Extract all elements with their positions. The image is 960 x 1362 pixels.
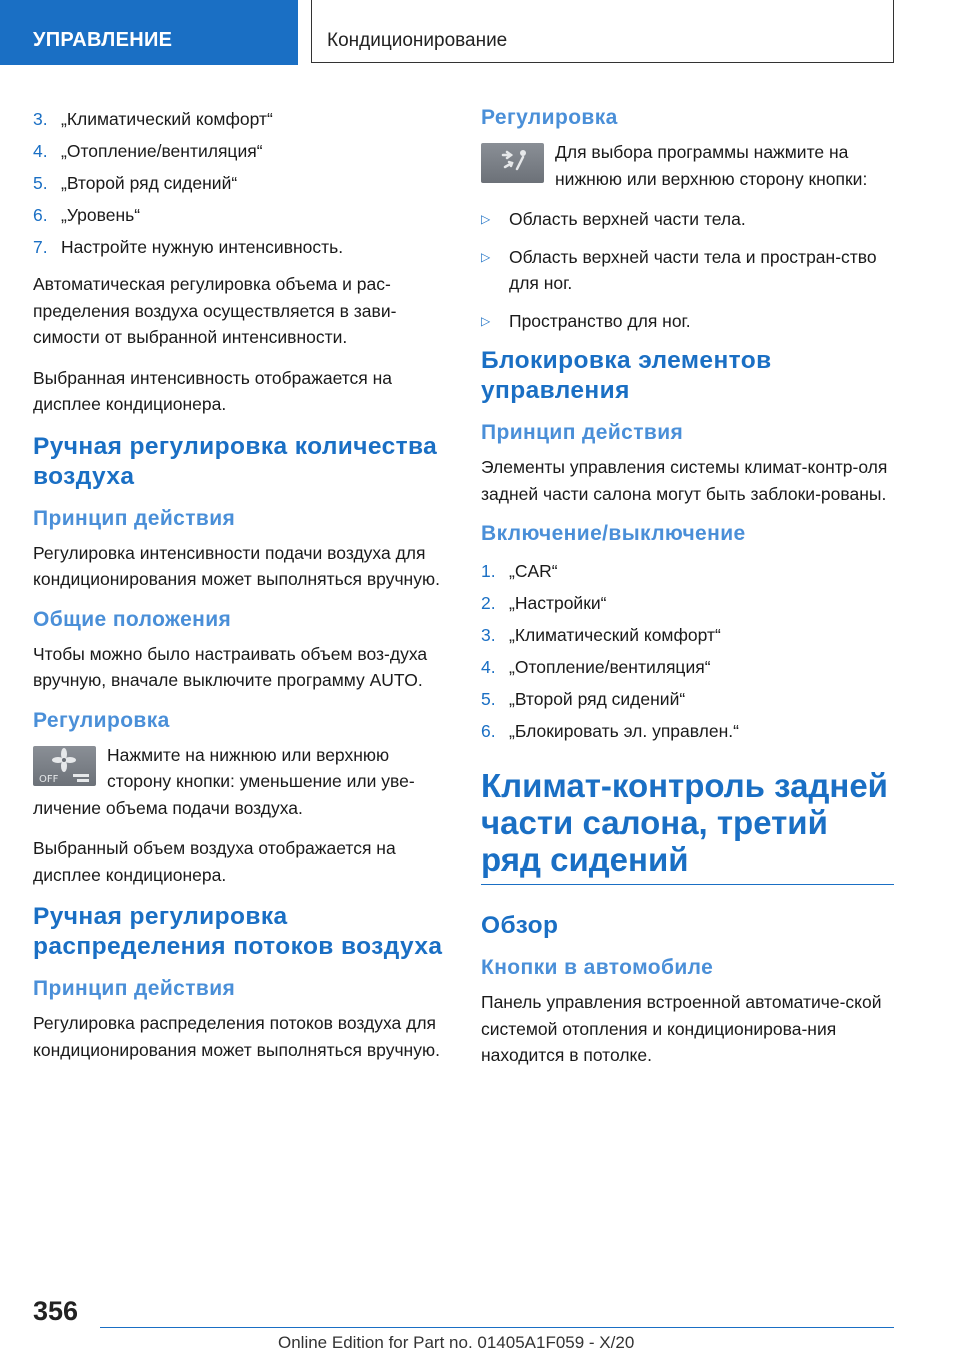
- list-item: 3. „Климатический комфорт“: [481, 625, 721, 645]
- display-paragraph-1: Выбранная интенсивность отображается на дисплее кондиционера.: [33, 367, 393, 414]
- header-title: Кондиционирование: [327, 30, 508, 51]
- left-column: [33, 103, 448, 1077]
- list-item: ▷ Пространство для ног.: [481, 308, 896, 335]
- list-item: 2. „Настройки“: [481, 593, 607, 613]
- list-item: 6. „Уровень“: [33, 205, 141, 225]
- list-item: 6. „Блокировать эл. управлен.“: [481, 721, 739, 741]
- heading-manual-distribution: Ручная регулировка распределения потоков воздуха: [33, 903, 443, 960]
- fan-off-button-icon: [33, 746, 96, 786]
- principle-paragraph-1: Регулировка интенсивности подачи воздуха для кондиционирования может выполняться вручную.: [33, 542, 440, 589]
- display-paragraph-2: Выбранный объем воздуха отображается на дисплее кондиционера.: [33, 838, 396, 885]
- fan-off-label: OFF: [39, 773, 59, 785]
- footer-divider: [100, 1327, 894, 1328]
- list-item: 5. „Второй ряд сидений“: [33, 173, 238, 193]
- auto-paragraph: Автоматическая регулировка объема и рас-пределения воздуха осуществляется в зави-симости от выбранной интенсивности.: [33, 274, 397, 347]
- right-column: [481, 103, 896, 1083]
- chapter-title: Климат-контроль задней части салона, третий ряд сидений: [481, 767, 894, 885]
- heading-general: Общие положения: [33, 607, 232, 631]
- heading-adjust-2: Регулировка: [481, 106, 618, 129]
- general-paragraph: Чтобы можно было настраивать объем воз-духа вручную, вначале выключите программу AUTO.: [33, 643, 428, 690]
- header-title-box: [311, 0, 894, 63]
- page-number: 356: [33, 1296, 79, 1326]
- air-distribution-button-icon: [481, 143, 544, 183]
- buttons-paragraph: Панель управления встроенной автоматиче-ской системой отопления и кондиционирова-ния находится в потолке.: [481, 992, 882, 1065]
- heading-lock: Блокировка элементов управления: [481, 347, 772, 404]
- steps-list-1: [33, 103, 448, 263]
- heading-principle-2: Принцип действия: [33, 977, 236, 1000]
- list-item: ▷ Область верхней части тела и простран-ство для ног.: [481, 244, 896, 297]
- list-item: 4. „Отопление/вентиляция“: [481, 657, 711, 677]
- principle-paragraph-2: Регулировка распределения потоков воздуха для кондиционирования может выполняться вручную.: [33, 1013, 440, 1060]
- adjust-paragraph-1: OFF Нажмите на нижнюю или верхнюю сторону кнопки: уменьшение или уве-личение объема подачи воздуха.: [33, 744, 415, 818]
- principle-paragraph-3: Элементы управления системы климат-контр-оля задней части салона могут быть заблоки-рованы.: [481, 457, 888, 504]
- heading-manual-amount: Ручная регулировка количества воздуха: [33, 432, 438, 490]
- list-item: 5. „Второй ряд сидений“: [481, 689, 686, 709]
- list-item: 4. „Отопление/вентиляция“: [33, 141, 263, 161]
- steps-list-2: [481, 555, 896, 747]
- heading-buttons: Кнопки в автомобиле: [481, 956, 714, 979]
- header-section-label: УПРАВЛЕНИЕ: [33, 29, 173, 51]
- airflow-options-list: [481, 206, 896, 334]
- footer-edition: Online Edition for Part no. 01405A1F059 - X/20: [278, 1333, 635, 1352]
- triangle-bullet-icon: ▷: [481, 212, 491, 226]
- list-item: ▷ Область верхней части тела.: [481, 206, 896, 233]
- heading-overview: Обзор: [481, 912, 559, 939]
- triangle-bullet-icon: ▷: [481, 249, 491, 264]
- list-item: 3. „Климатический комфорт“: [33, 109, 273, 129]
- heading-adjust-1: Регулировка: [33, 708, 170, 732]
- heading-principle-1: Принцип действия: [33, 506, 236, 530]
- list-item: 7. Настройте нужную интенсивность.: [33, 237, 344, 257]
- heading-onoff: Включение/выключение: [481, 522, 746, 545]
- list-item: 1. „CAR“: [481, 561, 558, 581]
- adjust-paragraph-2: Для выбора программы нажмите на нижнюю или верхнюю сторону кнопки:: [481, 139, 896, 192]
- triangle-bullet-icon: ▷: [481, 313, 491, 328]
- header-section-tab: [0, 0, 298, 65]
- heading-principle-3: Принцип действия: [481, 421, 684, 444]
